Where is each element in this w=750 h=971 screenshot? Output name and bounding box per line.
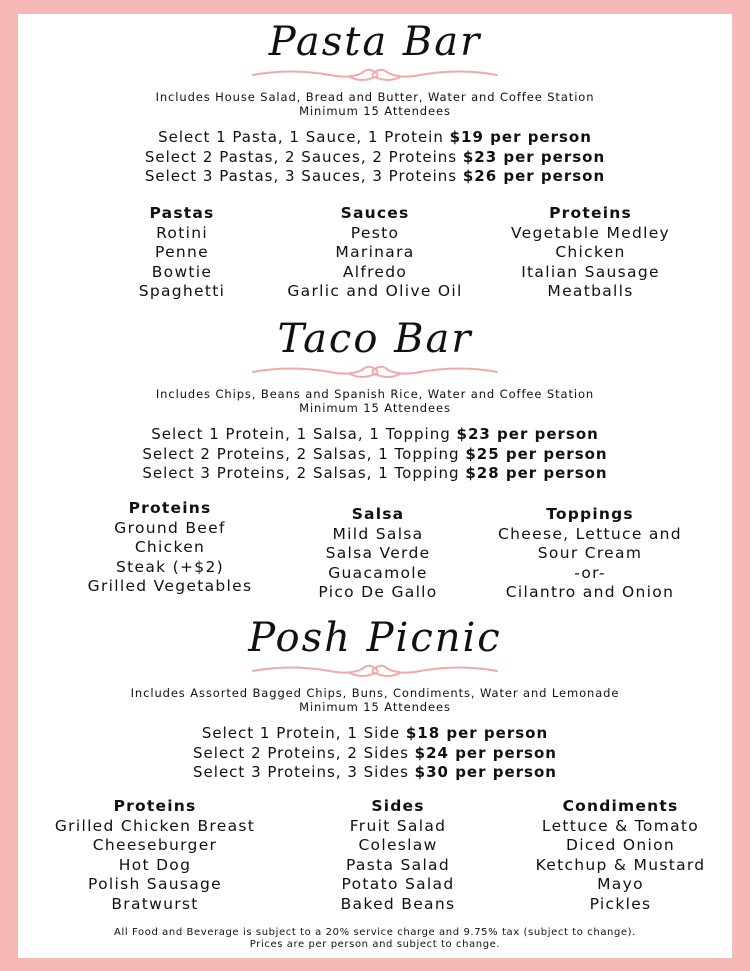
footer-line-2: Prices are per person and subject to change. xyxy=(249,939,501,950)
menu-item: Grilled Chicken Breast xyxy=(54,816,256,835)
menu-item: Cilantro and Onion xyxy=(505,583,675,601)
menu-item: Alfredo xyxy=(342,262,408,281)
pricing-tier xyxy=(18,148,732,168)
picnic-column-sides xyxy=(308,797,488,914)
menu-item: $28 per person xyxy=(465,464,608,482)
column-heading: Proteins xyxy=(549,204,632,222)
menu-item: Steak (+$2) xyxy=(116,557,224,576)
menu-item: Marinara xyxy=(335,243,415,261)
menu-item: Select 3 Pastas, 3 Sauces, 3 Proteins xyxy=(144,167,463,185)
menu-item: Mayo xyxy=(597,875,644,893)
menu-item: Penne xyxy=(154,243,209,261)
menu-item: Guacamole xyxy=(328,563,428,582)
taco-bar-section xyxy=(18,317,732,484)
menu-item: Ketchup & Mustard xyxy=(535,855,706,874)
menu-item: Select 1 Protein, 1 Salsa, 1 Topping xyxy=(151,425,457,443)
menu-item: Fruit Salad xyxy=(349,816,447,835)
posh-picnic-title: Posh Picnic xyxy=(248,615,502,661)
menu-item: Select 1 Protein, 1 Side xyxy=(201,724,406,742)
menu-item: Spaghetti xyxy=(138,282,226,300)
taco-bar-title: Taco Bar xyxy=(277,316,473,362)
pricing-tier xyxy=(18,744,732,764)
menu-page xyxy=(18,14,732,958)
pasta-column-pastas xyxy=(107,204,257,302)
menu-item: $30 per person xyxy=(414,763,557,781)
menu-item: Chicken xyxy=(134,538,206,556)
flourish-ornament xyxy=(250,662,500,680)
taco-column-proteins xyxy=(70,499,270,597)
column-heading: Sauces xyxy=(340,204,410,222)
menu-item: Select 3 Proteins, 3 Sides xyxy=(193,763,415,781)
menu-item: -or- xyxy=(574,563,606,582)
pricing-tier xyxy=(18,167,732,187)
menu-item: Salsa Verde xyxy=(325,544,431,562)
menu-item: Diced Onion xyxy=(565,836,675,854)
menu-item: $23 per person xyxy=(462,147,606,166)
menu-item: Coleslaw xyxy=(358,836,438,854)
posh-picnic-section xyxy=(18,616,732,783)
picnic-pricing xyxy=(18,724,732,783)
pricing-tier xyxy=(18,464,732,484)
menu-item: Select 3 Proteins, 2 Salsas, 1 Topping xyxy=(142,464,466,482)
menu-item: Rotini xyxy=(156,223,208,242)
menu-item: Grilled Vegetables xyxy=(87,577,253,595)
menu-item: Pickles xyxy=(589,894,652,913)
menu-item: Pasta Salad xyxy=(345,855,450,874)
pasta-bar-section xyxy=(18,20,732,187)
menu-item: Italian Sausage xyxy=(521,262,660,281)
pasta-minimum: Minimum 15 Attendees xyxy=(299,104,451,118)
menu-item: Meatballs xyxy=(547,282,634,300)
menu-item: Sour Cream xyxy=(537,544,643,562)
pricing-tier xyxy=(18,763,732,783)
footer-disclaimer xyxy=(18,927,732,951)
column-heading: Pastas xyxy=(149,204,215,222)
menu-item: Polish Sausage xyxy=(87,875,223,893)
picnic-minimum: Minimum 15 Attendees xyxy=(299,700,451,714)
picnic-column-proteins xyxy=(30,797,280,914)
picnic-includes: Includes Assorted Bagged Chips, Buns, Condiments, Water and Lemonade xyxy=(130,686,620,700)
menu-item: Bowtie xyxy=(151,262,213,281)
menu-item: Ground Beef xyxy=(114,518,226,537)
menu-item: $23 per person xyxy=(456,425,599,443)
flourish-ornament xyxy=(250,66,500,84)
footer-line-1: All Food and Beverage is subject to a 20% service charge and 9.75% tax (subject to change). xyxy=(114,927,636,938)
flourish-ornament xyxy=(250,363,500,381)
pasta-includes: Includes House Salad, Bread and Butter, Water and Coffee Station xyxy=(155,90,595,104)
menu-item: Cheeseburger xyxy=(92,836,218,854)
column-heading: Sides xyxy=(371,797,425,815)
menu-item: $25 per person xyxy=(465,444,608,463)
pasta-pricing xyxy=(18,128,732,187)
menu-item: $19 per person xyxy=(449,128,592,146)
column-heading: Salsa xyxy=(351,505,405,523)
menu-item: Hot Dog xyxy=(118,855,192,874)
menu-item: Select 2 Proteins, 2 Sides xyxy=(193,743,415,762)
menu-item: $18 per person xyxy=(405,724,549,742)
taco-column-toppings xyxy=(480,505,700,603)
menu-item: Potato Salad xyxy=(341,875,455,893)
menu-item: Pesto xyxy=(350,223,400,242)
menu-item: Select 2 Pastas, 2 Sauces, 2 Proteins xyxy=(144,147,463,166)
menu-item: $26 per person xyxy=(462,167,606,185)
menu-item: Baked Beans xyxy=(340,894,456,913)
menu-item: Pico De Gallo xyxy=(318,583,438,601)
column-heading: Toppings xyxy=(546,505,634,523)
taco-column-salsa xyxy=(293,505,463,603)
menu-item: Garlic and Olive Oil xyxy=(287,282,463,300)
menu-item: Lettuce & Tomato xyxy=(541,816,700,835)
pasta-bar-title: Pasta Bar xyxy=(268,19,482,65)
pricing-tier xyxy=(18,425,732,445)
menu-item: Cheese, Lettuce and xyxy=(498,524,682,543)
pasta-column-sauces xyxy=(260,204,490,302)
menu-item: Mild Salsa xyxy=(332,524,424,543)
taco-pricing xyxy=(18,425,732,484)
pricing-tier xyxy=(18,128,732,148)
picnic-column-condiments xyxy=(513,797,728,914)
column-heading: Proteins xyxy=(128,499,212,517)
menu-item: Bratwurst xyxy=(111,894,199,913)
column-heading: Condiments xyxy=(562,797,679,815)
menu-item: Select 1 Pasta, 1 Sauce, 1 Protein xyxy=(158,128,450,146)
menu-item: Chicken xyxy=(555,243,626,261)
pricing-tier xyxy=(18,724,732,744)
taco-minimum: Minimum 15 Attendees xyxy=(299,401,451,415)
pricing-tier xyxy=(18,445,732,465)
menu-item: Vegetable Medley xyxy=(510,223,671,242)
pasta-column-proteins xyxy=(488,204,693,302)
menu-item: Select 2 Proteins, 2 Salsas, 1 Topping xyxy=(142,444,466,463)
column-heading: Proteins xyxy=(113,797,197,815)
menu-item: $24 per person xyxy=(414,743,557,762)
taco-includes: Includes Chips, Beans and Spanish Rice, Water and Coffee Station xyxy=(155,387,595,401)
